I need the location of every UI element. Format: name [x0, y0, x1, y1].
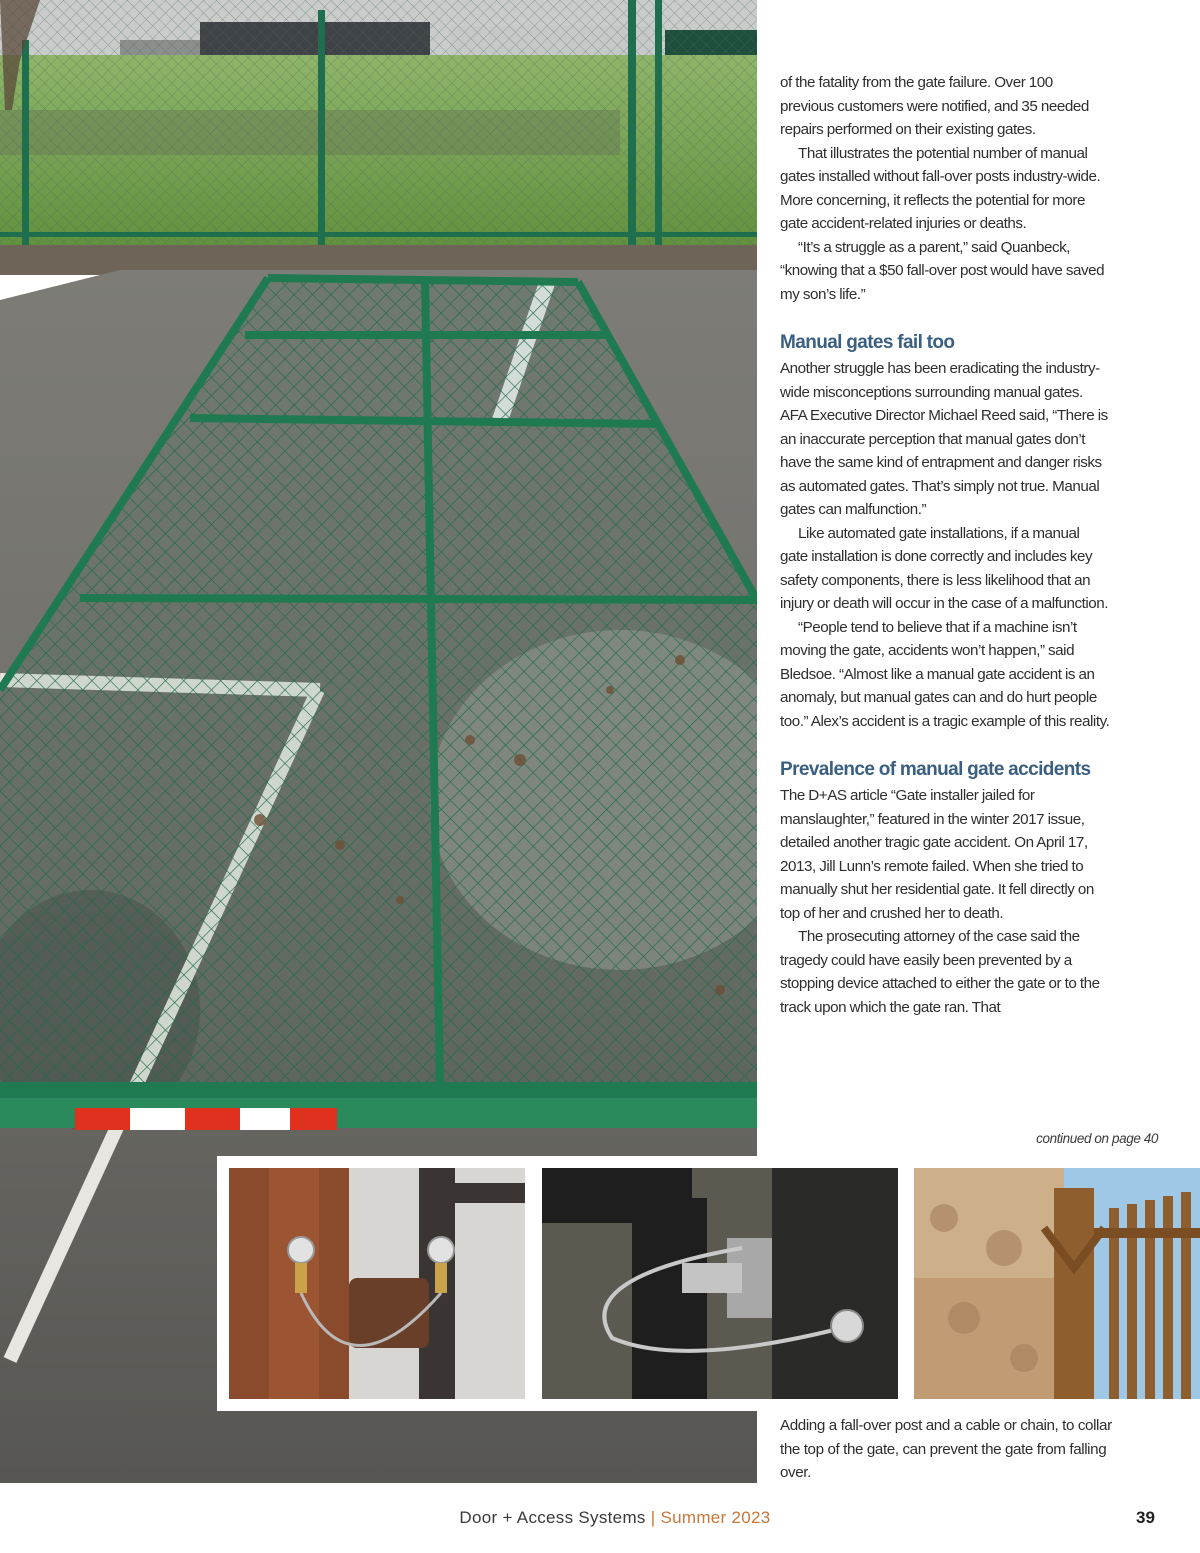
section-heading-prevalence: Prevalence of manual gate accidents: [780, 759, 1091, 780]
footer-separator: |: [650, 1508, 656, 1527]
photo-brown-fence-fallover-post: [914, 1168, 1200, 1399]
paragraph: Like automated gate installations, if a manual gate installation is done correctly and includes key safety components, there is less likelihood that an injury or death will occur in the case of a malfunction.: [780, 524, 1109, 612]
photo-post-cable: [542, 1168, 898, 1399]
issue-date: Summer 2023: [660, 1508, 771, 1527]
publication-name: Door + Access Systems: [459, 1508, 646, 1527]
paragraph: The prosecuting attorney of the case said the tragedy could have easily been prevented by a stopping device attached to either the gate or to the track upon which the gate ran. That: [780, 928, 1100, 1016]
footer-publication-line: [0, 1508, 1200, 1528]
continued-on-page-link: continued on page 40: [1036, 1131, 1158, 1146]
paragraph: Another struggle has been eradicating the industry-wide misconceptions surrounding manual gates. AFA Executive Director Michael Reed said, “There is an inaccurate perception that manual gates don’t have the same kind of entrapment and danger risks as automated gates. That’s simply not true. Manual gates can malfunction.”: [780, 360, 1108, 518]
paragraph: That illustrates the potential number of manual gates installed without fall-over posts industry-wide. More concerning, it reflects the potential for more gate accident-related injuries or deaths.: [780, 144, 1101, 232]
paragraph: “It’s a struggle as a parent,” said Quanbeck, “knowing that a $50 fall-over post would have saved my son’s life.”: [780, 238, 1105, 303]
paragraph: The D+AS article “Gate installer jailed for manslaughter,” featured in the winter 2017 issue, detailed another tragic gate accident. On April 17, 2013, Jill Lunn’s remote failed. When she tried to manually shut her residential gate. It fell directly on top of her and crushed her to death.: [780, 787, 1094, 922]
page-number: 39: [1136, 1508, 1155, 1527]
photo-hinge-cable: [229, 1168, 525, 1399]
page-footer: [0, 1508, 1200, 1538]
paragraph: of the fatality from the gate failure. Over 100 previous customers were notified, and 35 needed repairs performed on their existing gates.: [780, 74, 1089, 138]
article-body: [780, 71, 1110, 1019]
photo-caption: Adding a fall-over post and a cable or chain, to collar the top of the gate, can prevent the gate from falling over.: [780, 1417, 1112, 1481]
section-heading-manual-gates: Manual gates fail too: [780, 332, 955, 353]
paragraph: “People tend to believe that if a machine isn’t moving the gate, accidents won’t happen,” said Bledsoe. “Almost like a manual gate accident is an anomaly, but manual gates can and do hurt people too.” Alex’s accident is a tragic example of this reality.: [780, 618, 1110, 730]
photo-strip: [217, 1156, 1200, 1411]
